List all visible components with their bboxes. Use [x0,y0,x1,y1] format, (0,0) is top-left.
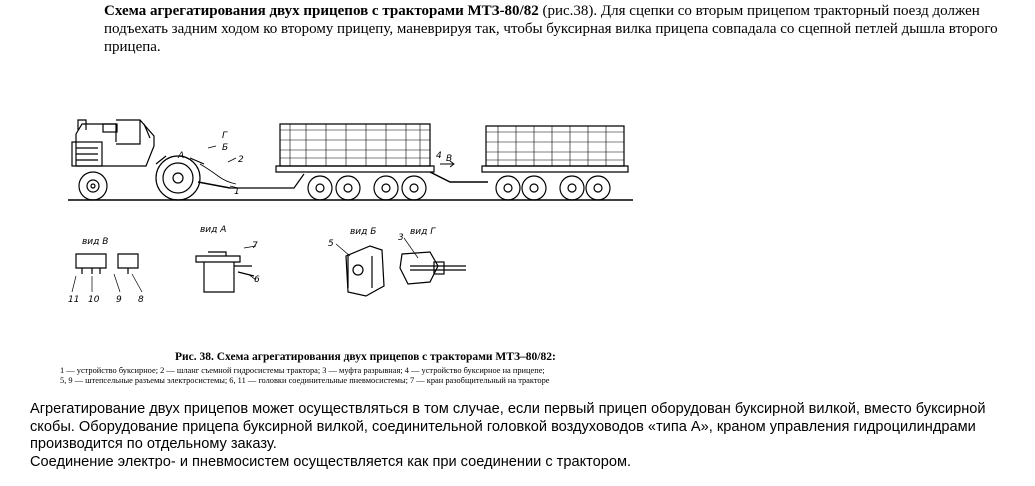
label-7: 7 [252,241,258,251]
label-v-arrow: В [446,154,453,164]
label-6: 6 [254,275,260,285]
legend-line-1: 1 — устройство буксирное; 2 — шланг съемной гидросистемы трактора; 3 — муфта разрывная; 4 — устройство буксирное на прицепе; [60,366,545,375]
second-trailer-drawing [482,126,628,200]
label-b: Б [222,143,229,153]
intro-text: Для сцепки со вторым прицепом тракторный поезд должен подъехать задним ходом ко второму прицепу, маневрируя так, чтобы буксирная вилка прицепа совпадала со сцепной петлей дышла второго прицепа. [104,3,998,55]
detail-view-v [72,254,142,292]
figure-legend [60,366,700,385]
label-9: 9 [116,295,122,305]
label-3: 3 [398,233,404,243]
figure-caption: Рис. 38. Схема агрегатирования двух прицепов с тракторами МТЗ–80/82: [175,351,556,363]
body-paragraph-1: Агрегатирование двух прицепов может осуществляться в том случае, если первый прицеп оборудован буксирной вилкой, вместо буксирной скобы. Оборудование прицепа буксирной вилкой, соединительной головкой воздуховодов «типа А», краном управления гидроцилиндрами производится по отдельному заказу. [30,401,986,453]
legend-line-2: 5, 9 — штепсельные разъемы электросистемы; 6, 11 — головки соединительные пневмосистемы; 7 — кран разобщительный на тракторе [60,375,550,385]
tractor-trailers-figure [58,106,658,352]
label-vid-a: вид А [200,225,227,235]
detail-view-g [400,238,466,284]
label-2: 2 [238,155,244,165]
intro-paragraph [104,2,1019,56]
body-paragraph-2: Соединение электро- и пневмосистем осуществляется как при соединении с трактором. [30,453,632,470]
label-5: 5 [328,239,334,249]
label-8: 8 [138,295,144,305]
figure-reference: (рис.38). [538,3,598,19]
detail-view-a [196,246,256,292]
tractor-drawing [72,120,230,200]
label-10: 10 [88,295,100,305]
label-vid-g: вид Г [410,227,436,237]
label-vid-v: вид В [82,237,109,247]
label-g: Г [222,131,228,141]
intro-title: Схема агрегатирования двух прицепов с тракторами МТЗ-80/82 [104,3,539,19]
body-text [30,401,1020,471]
label-vid-b: вид Б [350,227,377,237]
label-4: 4 [436,151,442,161]
label-a: А [178,151,185,161]
detail-view-b [336,244,384,296]
label-1: 1 [234,187,240,197]
label-11: 11 [68,295,80,305]
